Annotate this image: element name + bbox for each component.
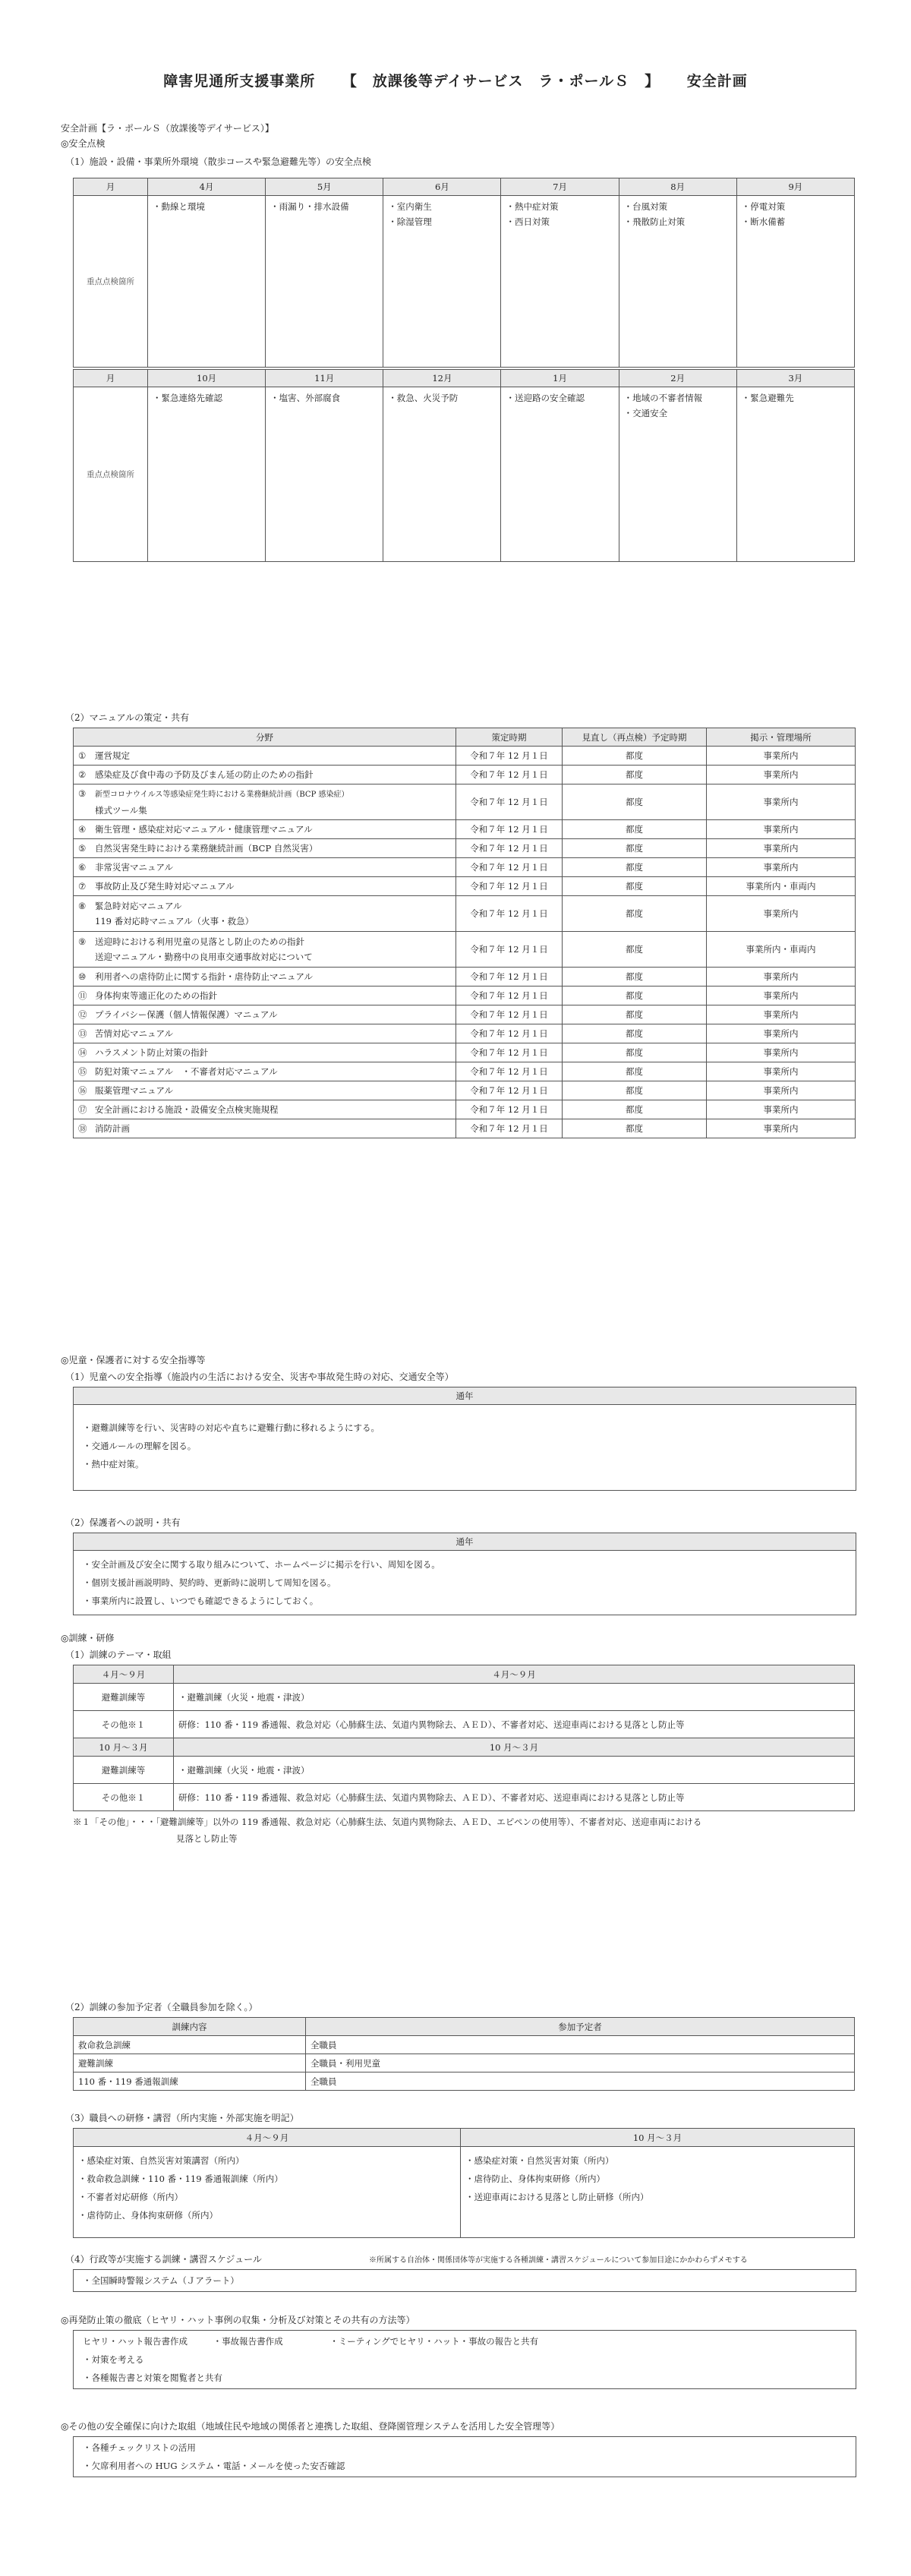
manual-number: ⑥	[78, 862, 87, 873]
participant-row	[74, 2036, 855, 2054]
header-place: 掲示・管理場所	[707, 728, 856, 747]
training-participants: 全職員	[306, 2036, 855, 2054]
manual-review: 都度	[563, 1081, 707, 1100]
manual-place: 事業所内	[707, 820, 856, 839]
manual-number: ⑫	[78, 1009, 87, 1020]
manual-title	[74, 1119, 456, 1138]
manual-date: 令和７年 12 月１日	[456, 1100, 563, 1119]
external-schedule-note: ※所属する自治体・関係団体等が実施する各種訓練・講習スケジュールについて参加目途にかかわらずメモする	[369, 2256, 748, 2265]
external-schedule-box	[73, 2269, 856, 2292]
inspection-items	[619, 196, 736, 368]
manual-date: 令和７年 12 月１日	[456, 820, 563, 839]
recurrence-item: ・各種報告書と対策を閲覧者と共有	[83, 2372, 222, 2383]
schedule-item: ・全国瞬時警報システム（Ｊアラート）	[83, 2275, 239, 2286]
manual-row	[74, 839, 856, 858]
section-other: ◎その他の安全確保に向けた取組（地域住民や地域の関係者と連携した取組、登降園管理システムを活用した安全管理等）	[61, 2421, 560, 2432]
inspection-items	[383, 196, 501, 368]
recurrence-item: ・対策を考える	[83, 2354, 144, 2365]
manual-row	[74, 877, 856, 896]
manual-number: ⑬	[78, 1028, 87, 1039]
manual-row	[74, 1005, 856, 1024]
inspection-item: ・緊急連絡先確認	[153, 393, 222, 403]
manual-title-text: 衛生管理・感染症対応マニュアル・健康管理マニュアル	[95, 824, 313, 835]
title-facility-name: 【 放課後等デイサービス ラ・ポールＳ 】	[342, 73, 660, 90]
period-label: ４月～９月	[174, 1665, 855, 1684]
section-recurrence: ◎再発防止策の徹底（ヒヤリ・ハット事例の収集・分析及び対策とその共有の方法等）	[61, 2315, 415, 2325]
sub-child-guidance: （1）児童への安全指導（施設内の生活における安全、災害や事故発生時の対応、交通安全等）	[65, 1372, 454, 1382]
staff-item: ・感染症対策、自然災害対策講習（所内）	[78, 2155, 244, 2166]
month-cell: 3月	[736, 370, 854, 387]
inspection-items	[736, 196, 854, 368]
month-cell: 12月	[383, 370, 501, 387]
manual-date: 令和７年 12 月１日	[456, 1024, 563, 1043]
training-detail: 研修：110 番・119 番通報、救急対応（心肺蘇生法、気道内異物除去、ＡＥＤ）、不審者対応、送迎車両における見落とし防止等	[174, 1711, 855, 1738]
manual-number: ⑧	[78, 901, 87, 911]
manual-number: ⑦	[78, 881, 87, 892]
manual-title	[74, 987, 456, 1005]
manual-place: 事業所内	[707, 1005, 856, 1024]
manual-title-text: 服薬管理マニュアル	[95, 1085, 174, 1096]
manual-date: 令和７年 12 月１日	[456, 896, 563, 932]
manual-number: ⑯	[78, 1085, 87, 1096]
training-row	[74, 1784, 855, 1811]
staff-item: ・虐待防止、身体拘束研修（所内）	[465, 2174, 605, 2184]
participants-table	[73, 2017, 855, 2091]
inspection-item: ・熱中症対策	[506, 201, 559, 212]
inspection-items	[266, 196, 383, 368]
manual-row	[74, 858, 856, 877]
training-content: 救命救急訓練	[74, 2036, 306, 2054]
guidance-item: ・個別支援計画説明時、契約時、更新時に説明して周知を図る。	[83, 1577, 336, 1588]
month-cell: 6月	[383, 178, 501, 196]
month-header: 月	[74, 178, 148, 196]
calendar-header-row	[74, 178, 855, 196]
manual-title	[74, 784, 456, 820]
manual-review: 都度	[563, 766, 707, 784]
manual-place: 事業所内	[707, 839, 856, 858]
manual-title-text: 消防計画	[95, 1123, 130, 1134]
recurrence-item: ・事故報告書作成	[213, 2336, 283, 2347]
staff-training-first-half	[74, 2147, 461, 2238]
manual-review: 都度	[563, 1062, 707, 1081]
manual-date: 令和７年 12 月１日	[456, 839, 563, 858]
manual-row	[74, 1024, 856, 1043]
manual-title-line	[78, 861, 451, 873]
manual-title-line	[78, 786, 451, 803]
manuals-table	[73, 728, 856, 1138]
manual-title-text: 身体拘束等適正化のための指針	[95, 990, 217, 1001]
manual-title	[74, 932, 456, 968]
manual-place: 事業所内	[707, 1043, 856, 1062]
inspection-items	[501, 387, 619, 562]
manual-title-text: 119 番対応時マニュアル（火事・救急）	[95, 916, 254, 927]
inspection-item: ・送迎路の安全確認	[506, 393, 585, 403]
staff-training-row	[74, 2147, 855, 2238]
manual-number: ⑪	[78, 990, 87, 1001]
training-type: 避難訓練等	[74, 1684, 174, 1711]
manual-title-line	[78, 1065, 451, 1078]
manual-title-line	[78, 823, 451, 835]
sub-manuals: （2）マニュアルの策定・共有	[65, 712, 190, 723]
inspection-item: ・雨漏り・排水設備	[270, 201, 349, 212]
manual-row	[74, 784, 856, 820]
row-label: 重点点検箇所	[74, 196, 148, 368]
manual-title-text: 送迎時における利用児童の見落とし防止のための指針	[95, 936, 304, 947]
sub-parent-guidance: （2）保護者への説明・共有	[65, 1517, 181, 1528]
guidance-item: ・安全計画及び安全に関する取り組みについて、ホームページに掲示を行い、周知を図る。	[83, 1559, 440, 1570]
manual-place: 事業所内	[707, 1100, 856, 1119]
month-cell: 11月	[266, 370, 383, 387]
manual-number: ⑮	[78, 1066, 87, 1077]
inspection-items	[501, 196, 619, 368]
manual-place: 事業所内	[707, 784, 856, 820]
staff-item: ・送迎車両における見落とし防止研修（所内）	[465, 2192, 649, 2202]
manual-date: 令和７年 12 月１日	[456, 1043, 563, 1062]
manual-title-text: 事故防止及び発生時対応マニュアル	[95, 881, 235, 892]
manual-review: 都度	[563, 896, 707, 932]
manual-title	[74, 1024, 456, 1043]
training-content: 110 番・119 番通報訓練	[74, 2072, 306, 2091]
training-detail: 研修：110 番・119 番通報、救急対応（心肺蘇生法、気道内異物除去、ＡＥＤ）、不審者対応、送迎車両における見落とし防止等	[174, 1784, 855, 1811]
period-label: 10 月～３月	[461, 2129, 855, 2147]
manual-title-line	[78, 1028, 451, 1040]
manual-review: 都度	[563, 1024, 707, 1043]
inspection-item: ・飛散防止対策	[623, 216, 686, 227]
manual-title-line	[78, 803, 451, 818]
manual-row	[74, 766, 856, 784]
manual-place: 事業所内	[707, 896, 856, 932]
inspection-item: ・救急、火災予防	[388, 393, 459, 403]
manual-title	[74, 877, 456, 896]
inspection-items	[619, 387, 736, 562]
manual-title-text: 送迎マニュアル・勤務中の良用車交通事故対応について	[95, 952, 313, 962]
month-cell: 9月	[736, 178, 854, 196]
manual-row	[74, 932, 856, 968]
manual-review: 都度	[563, 968, 707, 987]
inspection-items	[266, 387, 383, 562]
manual-date: 令和７年 12 月１日	[456, 932, 563, 968]
box-header: 通年	[74, 1387, 856, 1405]
month-cell: 7月	[501, 178, 619, 196]
manual-review: 都度	[563, 877, 707, 896]
sub-training-themes: （1）訓練のテーマ・取組	[65, 1649, 172, 1660]
parent-guidance-box	[73, 1533, 856, 1615]
manual-title-line	[78, 1122, 451, 1135]
manual-number: ③	[78, 788, 87, 799]
manuals-header-row	[74, 728, 856, 747]
manual-place: 事業所内	[707, 987, 856, 1005]
manual-date: 令和７年 12 月１日	[456, 766, 563, 784]
manual-title-text: 自然災害発生時における業務継続計画（BCP 自然災害）	[95, 843, 318, 854]
recurrence-item: ヒヤリ・ハット報告書作成	[83, 2336, 188, 2347]
manual-title-text: 非常災害マニュアル	[95, 862, 174, 873]
training-content: 避難訓練	[74, 2054, 306, 2072]
manual-place: 事業所内	[707, 747, 856, 766]
inspection-item: ・停電対策	[741, 201, 786, 212]
manual-place: 事業所内	[707, 1062, 856, 1081]
manual-title	[74, 858, 456, 877]
manual-title-line	[78, 990, 451, 1002]
manual-title-text: 運営規定	[95, 750, 130, 761]
manual-row	[74, 1043, 856, 1062]
other-item: ・欠席利用者への HUG システム・電話・メールを使った安否確認	[83, 2461, 345, 2471]
manual-date: 令和７年 12 月１日	[456, 1081, 563, 1100]
manual-title-line	[78, 1084, 451, 1097]
header-field: 分野	[74, 728, 456, 747]
inspection-calendar-second-half	[73, 369, 855, 562]
manual-title	[74, 747, 456, 766]
title-facility-type: 障害児通所支援事業所	[163, 73, 316, 90]
calendar-items-row	[74, 196, 855, 368]
manual-title-line	[78, 880, 451, 892]
manual-title-text: ハラスメント防止対策の指針	[95, 1047, 209, 1058]
training-row	[74, 1711, 855, 1738]
participants-header-row	[74, 2018, 855, 2036]
training-participants: 全職員・利用児童	[306, 2054, 855, 2072]
manual-place: 事業所内	[707, 766, 856, 784]
manual-number: ⑱	[78, 1123, 87, 1134]
inspection-items	[736, 387, 854, 562]
manual-row	[74, 987, 856, 1005]
guidance-item: ・交通ルールの理解を図る。	[83, 1441, 197, 1451]
manual-title-text: 利用者への虐待防止に関する指針・虐待防止マニュアル	[95, 971, 314, 982]
header-date: 策定時期	[456, 728, 563, 747]
manual-row	[74, 747, 856, 766]
period-label: 10 月～３月	[174, 1738, 855, 1757]
other-item: ・各種チェックリストの活用	[83, 2442, 196, 2453]
manual-date: 令和７年 12 月１日	[456, 747, 563, 766]
guidance-item: ・事業所内に設置し、いつでも確認できるようにしておく。	[83, 1596, 319, 1606]
training-type: その他※１	[74, 1784, 174, 1811]
manual-place: 事業所内	[707, 968, 856, 987]
manual-place: 事業所内	[707, 1081, 856, 1100]
manual-number: ⑩	[78, 971, 87, 982]
inspection-item: ・交通安全	[623, 408, 668, 418]
manual-place: 事業所内・車両内	[707, 877, 856, 896]
period-header-row	[74, 1738, 855, 1757]
training-row	[74, 1757, 855, 1784]
inspection-items	[383, 387, 501, 562]
manual-number: ④	[78, 824, 87, 835]
manual-number: ⑰	[78, 1104, 87, 1115]
plan-label: 安全計画【ラ・ポールＳ（放課後等デイサービス）】	[61, 123, 274, 134]
month-cell: 4月	[148, 178, 266, 196]
manual-title-text: プライバシー保護（個人情報保護）マニュアル	[95, 1009, 278, 1020]
staff-header-row	[74, 2129, 855, 2147]
manual-row	[74, 820, 856, 839]
manual-review: 都度	[563, 858, 707, 877]
manual-number: ⑤	[78, 843, 87, 854]
manual-title-line	[78, 769, 451, 781]
header-participants: 参加予定者	[306, 2018, 855, 2036]
inspection-item: ・動線と環境	[153, 201, 205, 212]
manual-row	[74, 1081, 856, 1100]
inspection-item: ・室内衛生	[388, 201, 432, 212]
inspection-item: ・台風対策	[623, 201, 668, 212]
sub-participants: （2）訓練の参加予定者（全職員参加を除く。）	[65, 2002, 258, 2012]
manual-date: 令和７年 12 月１日	[456, 987, 563, 1005]
manual-date: 令和７年 12 月１日	[456, 968, 563, 987]
manual-row	[74, 1062, 856, 1081]
month-cell: 10月	[148, 370, 266, 387]
inspection-item: ・断水備蓄	[741, 216, 786, 227]
manual-number: ⑭	[78, 1047, 87, 1058]
manual-row	[74, 896, 856, 932]
manual-review: 都度	[563, 784, 707, 820]
training-themes-table	[73, 1665, 855, 1811]
manual-review: 都度	[563, 932, 707, 968]
manual-number: ②	[78, 769, 87, 780]
manual-title	[74, 1062, 456, 1081]
title-plan: 安全計画	[686, 73, 748, 90]
calendar-items-row	[74, 387, 855, 562]
inspection-items	[148, 387, 266, 562]
box-header: 通年	[74, 1533, 856, 1551]
manual-title-text: 新型コロナウイルス等感染症発生時における業務継続計画（BCP 感染症）	[95, 791, 349, 799]
row-label: 重点点検箇所	[74, 387, 148, 562]
manual-title-text: 緊急時対応マニュアル	[95, 901, 182, 911]
staff-item: ・救命救急訓練・110 番・119 番通報訓練（所内）	[78, 2174, 283, 2184]
manual-review: 都度	[563, 1043, 707, 1062]
manual-review: 都度	[563, 1005, 707, 1024]
manual-row	[74, 1119, 856, 1138]
sub-facility-inspection: （1）施設・設備・事業所外環境（散歩コースや緊急避難先等）の安全点検	[65, 156, 372, 167]
child-guidance-box	[73, 1387, 856, 1491]
guidance-item: ・熱中症対策。	[83, 1459, 144, 1470]
training-row	[74, 1684, 855, 1711]
section-training: ◎訓練・研修	[61, 1633, 115, 1643]
manual-title-text: 様式ツール集	[95, 805, 147, 816]
manual-number: ①	[78, 750, 87, 761]
sub-staff-training: （3）職員への研修・講習（所内実施・外部実施を明記）	[65, 2113, 299, 2123]
manual-review: 都度	[563, 820, 707, 839]
staff-item: ・不審者対応研修（所内）	[78, 2192, 183, 2202]
manual-title-line	[78, 842, 451, 854]
training-detail: ・避難訓練（火災・地震・津波）	[174, 1757, 855, 1784]
manual-title-line	[78, 750, 451, 762]
manual-title-line	[78, 949, 451, 964]
manual-title-line	[78, 1046, 451, 1059]
manual-date: 令和７年 12 月１日	[456, 784, 563, 820]
inspection-items	[148, 196, 266, 368]
manual-title-text: 防犯対策マニュアル ・不審者対応マニュアル	[95, 1066, 278, 1077]
manual-title	[74, 1043, 456, 1062]
manual-date: 令和７年 12 月１日	[456, 877, 563, 896]
month-cell: 1月	[501, 370, 619, 387]
manual-title-line	[78, 1103, 451, 1116]
manual-place: 事業所内	[707, 1024, 856, 1043]
inspection-item: ・地域の不審者情報	[623, 393, 703, 403]
training-participants: 全職員	[306, 2072, 855, 2091]
manual-place: 事業所内・車両内	[707, 932, 856, 968]
manual-date: 令和７年 12 月１日	[456, 1062, 563, 1081]
manual-review: 都度	[563, 1100, 707, 1119]
participant-row	[74, 2054, 855, 2072]
manual-row	[74, 968, 856, 987]
manual-review: 都度	[563, 1119, 707, 1138]
month-cell: 2月	[619, 370, 736, 387]
training-footnote: ※１「その他」・・・「避難訓練等」以外の 119 番通報、救急対応（心肺蘇生法、気道内異物除去、ＡＥＤ、エピペンの使用等）、不審者対応、送迎車両における	[73, 1817, 702, 1827]
manual-title-text: 苦情対応マニュアル	[95, 1028, 174, 1039]
manual-title	[74, 766, 456, 784]
manual-date: 令和７年 12 月１日	[456, 858, 563, 877]
calendar-header-row	[74, 370, 855, 387]
manual-title	[74, 968, 456, 987]
guidance-item: ・避難訓練等を行い、災害時の対応や直ちに避難行動に移れるようにする。	[83, 1422, 380, 1433]
staff-item: ・虐待防止、身体拘束研修（所内）	[78, 2210, 218, 2221]
manual-title-line	[78, 1009, 451, 1021]
section-guidance: ◎児童・保護者に対する安全指導等	[61, 1355, 206, 1365]
training-detail: ・避難訓練（火災・地震・津波）	[174, 1684, 855, 1711]
inspection-item: ・塩害、外部腐食	[270, 393, 341, 403]
participant-row	[74, 2072, 855, 2091]
manual-title-line	[78, 934, 451, 949]
inspection-item: ・除湿管理	[388, 216, 432, 227]
manual-review: 都度	[563, 839, 707, 858]
staff-item: ・感染症対策・自然災害対策（所内）	[465, 2155, 614, 2166]
period-label: ４月～９月	[74, 1665, 174, 1684]
inspection-calendar-first-half	[73, 178, 855, 368]
manual-title-line	[78, 898, 451, 914]
manual-place: 事業所内	[707, 858, 856, 877]
manual-title	[74, 1005, 456, 1024]
section-safety-inspection: ◎安全点検	[61, 138, 106, 149]
header-review: 見直し（再点検）予定時期	[563, 728, 707, 747]
period-header-row	[74, 1665, 855, 1684]
staff-training-table	[73, 2128, 855, 2238]
month-cell: 8月	[619, 178, 736, 196]
period-label: 10 月～３月	[74, 1738, 174, 1757]
manual-review: 都度	[563, 987, 707, 1005]
recurrence-box	[73, 2330, 856, 2389]
manual-title	[74, 1081, 456, 1100]
manual-date: 令和７年 12 月１日	[456, 1005, 563, 1024]
month-cell: 5月	[266, 178, 383, 196]
manual-place: 事業所内	[707, 1119, 856, 1138]
manual-title	[74, 896, 456, 932]
manual-title-text: 感染症及び食中毒の予防及びまん延の防止のための指針	[95, 769, 314, 780]
sub-external-schedule: （4）行政等が実施する訓練・講習スケジュール	[65, 2254, 262, 2265]
training-type: その他※１	[74, 1711, 174, 1738]
manual-row	[74, 1100, 856, 1119]
other-box	[73, 2436, 856, 2477]
month-header: 月	[74, 370, 148, 387]
recurrence-row	[83, 2332, 846, 2350]
manual-title-text: 安全計画における施設・設備安全点検実施規程	[95, 1104, 279, 1115]
training-footnote-cont: 見落とし防止等	[176, 1833, 238, 1844]
training-type: 避難訓練等	[74, 1757, 174, 1784]
manual-date: 令和７年 12 月１日	[456, 1119, 563, 1138]
manual-title-line	[78, 971, 451, 983]
manual-review: 都度	[563, 747, 707, 766]
manual-title	[74, 820, 456, 839]
manual-number: ⑨	[78, 936, 87, 947]
manual-title	[74, 1100, 456, 1119]
header-content: 訓練内容	[74, 2018, 306, 2036]
manual-title	[74, 839, 456, 858]
page-title	[0, 70, 911, 90]
recurrence-item: ・ミーティングでヒヤリ・ハット・事故の報告と共有	[329, 2336, 539, 2347]
inspection-item: ・緊急避難先	[741, 393, 794, 403]
manual-title-line	[78, 914, 451, 929]
staff-training-second-half	[461, 2147, 855, 2238]
inspection-item: ・西日対策	[506, 216, 550, 227]
period-label: ４月～９月	[74, 2129, 461, 2147]
